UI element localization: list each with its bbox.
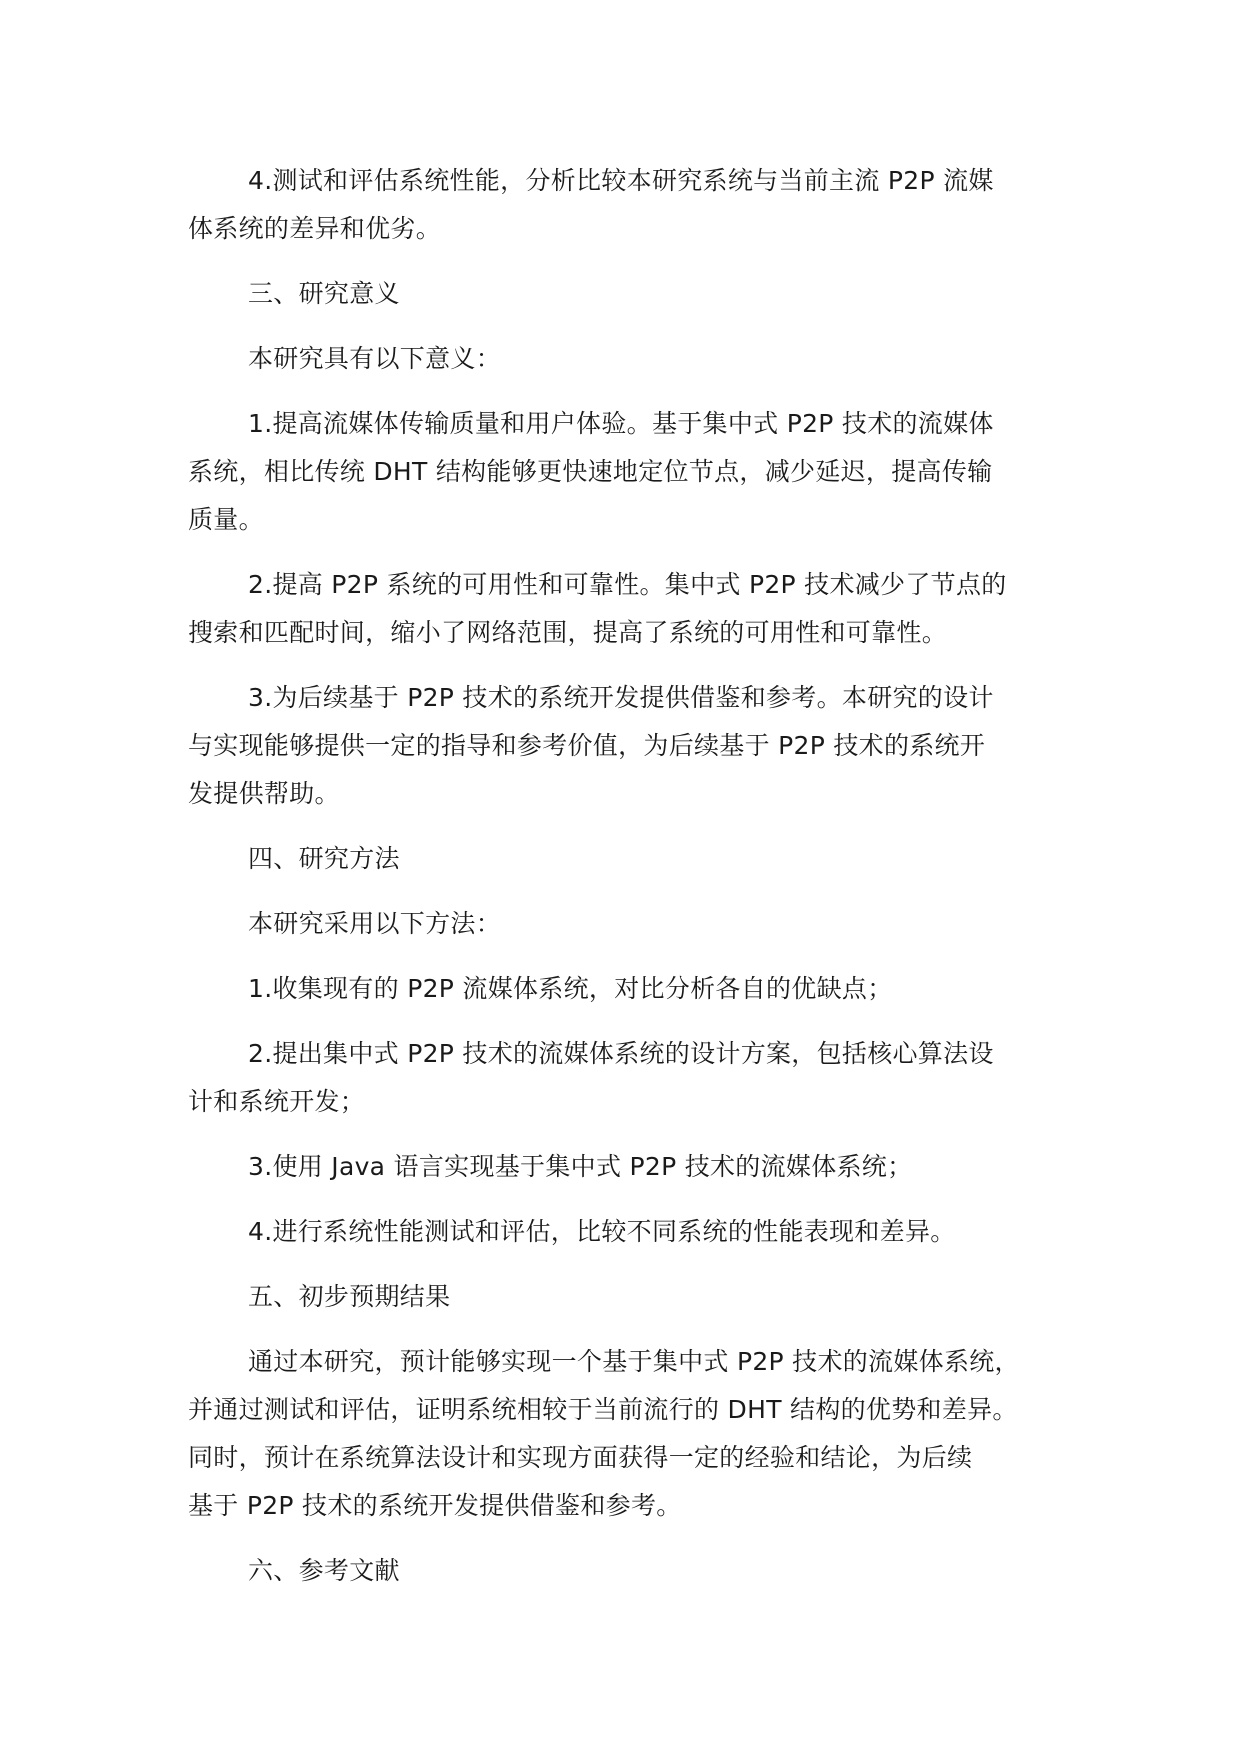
text-line: 4.测试和评估系统性能，分析比较本研究系统与当前主流 P2P 流媒 <box>248 166 994 195</box>
paragraph-method-3 <box>188 1143 1078 1191</box>
text-line: 本研究采用以下方法： <box>248 909 502 938</box>
text-line: 同时，预计在系统算法设计和实现方面获得一定的经验和结论，为后续 <box>188 1443 973 1472</box>
text-line: 通过本研究，预计能够实现一个基于集中式 P2P 技术的流媒体系统， <box>248 1347 1020 1376</box>
paragraph-objective-4 <box>188 157 1078 253</box>
paragraph-significance-intro <box>188 335 1078 383</box>
text-line: 1.提高流媒体传输质量和用户体验。基于集中式 P2P 技术的流媒体 <box>248 409 994 438</box>
heading-text: 四、研究方法 <box>248 844 400 873</box>
paragraph-method-1 <box>188 965 1078 1013</box>
text-line: 本研究具有以下意义： <box>248 344 502 373</box>
paragraph-methods-intro <box>188 900 1078 948</box>
section-heading-methods <box>188 835 1078 883</box>
text-line: 体系统的差异和优劣。 <box>188 214 442 243</box>
paragraph-significance-1 <box>188 400 1078 544</box>
paragraph-significance-3 <box>188 674 1078 818</box>
section-heading-significance <box>188 270 1078 318</box>
section-heading-expected-results <box>188 1273 1078 1321</box>
text-line: 质量。 <box>188 505 264 534</box>
text-line: 3.使用 Java 语言实现基于集中式 P2P 技术的流媒体系统； <box>248 1152 913 1181</box>
heading-text: 五、初步预期结果 <box>248 1282 451 1311</box>
paragraph-expected-results <box>188 1338 1078 1530</box>
paragraph-method-2 <box>188 1030 1078 1126</box>
text-line: 基于 P2P 技术的系统开发提供借鉴和参考。 <box>188 1491 682 1520</box>
heading-text: 三、研究意义 <box>248 279 400 308</box>
text-line: 1.收集现有的 P2P 流媒体系统，对比分析各自的优缺点； <box>248 974 893 1003</box>
paragraph-method-4 <box>188 1208 1078 1256</box>
text-line: 与实现能够提供一定的指导和参考价值，为后续基于 P2P 技术的系统开 <box>188 731 986 760</box>
text-line: 发提供帮助。 <box>188 779 340 808</box>
text-line: 搜索和匹配时间，缩小了网络范围，提高了系统的可用性和可靠性。 <box>188 618 948 647</box>
text-line: 4.进行系统性能测试和评估，比较不同系统的性能表现和差异。 <box>248 1217 956 1246</box>
text-line: 计和系统开发； <box>188 1087 366 1116</box>
text-line: 系统，相比传统 DHT 结构能够更快速地定位节点，减少延迟，提高传输 <box>188 457 993 486</box>
document-body <box>188 157 1078 1595</box>
text-line: 2.提出集中式 P2P 技术的流媒体系统的设计方案，包括核心算法设 <box>248 1039 994 1068</box>
text-line: 2.提高 P2P 系统的可用性和可靠性。集中式 P2P 技术减少了节点的 <box>248 570 1007 599</box>
section-heading-references <box>188 1547 1078 1595</box>
text-line: 并通过测试和评估，证明系统相较于当前流行的 DHT 结构的优势和差异。 <box>188 1395 1018 1424</box>
text-line: 3.为后续基于 P2P 技术的系统开发提供借鉴和参考。本研究的设计 <box>248 683 994 712</box>
paragraph-significance-2 <box>188 561 1078 657</box>
heading-text: 六、参考文献 <box>248 1556 400 1585</box>
